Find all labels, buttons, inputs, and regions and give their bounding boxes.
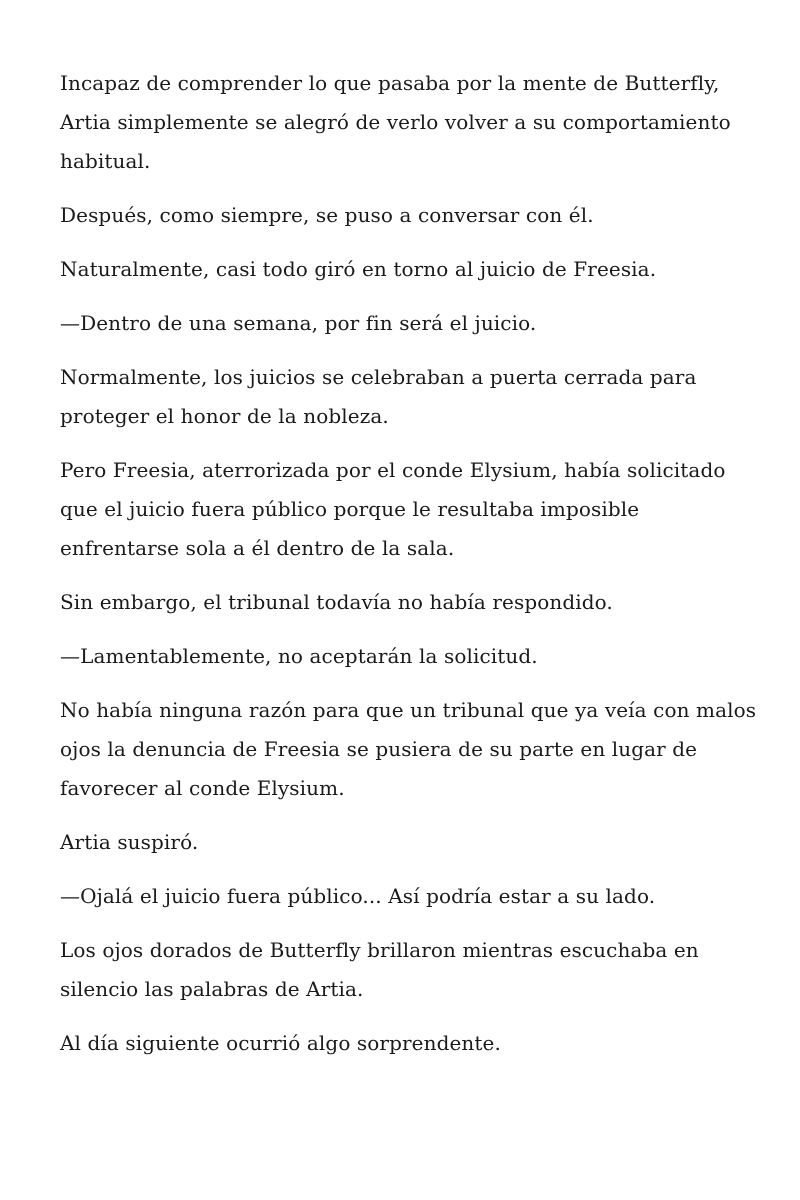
paragraph: Sin embargo, el tribunal todavía no había respondido. [60, 590, 613, 614]
paragraph: Naturalmente, casi todo giró en torno al juicio de Freesia. [60, 257, 657, 281]
paragraph: Pero Freesia, aterrorizada por el conde Elysium, había solicitado que el juicio fuera público porque le resultaba imposible enfrentarse sola a él dentro de la sala. [60, 458, 726, 560]
paragraph: Después, como siempre, se puso a conversar con él. [60, 203, 594, 227]
paragraph: Incapaz de comprender lo que pasaba por la mente de Butterfly, Artia simplemente se alegró de verlo volver a su comportamiento habitual. [60, 71, 731, 173]
paragraph: Normalmente, los juicios se celebraban a puerta cerrada para proteger el honor de la nobleza. [60, 365, 697, 428]
paragraph: No había ninguna razón para que un tribunal que ya veía con malos ojos la denuncia de Freesia se pusiera de su parte en lugar de favorecer al conde Elysium. [60, 698, 757, 800]
dialogue-line: —Ojalá el juicio fuera público... Así podría estar a su lado. [60, 884, 656, 908]
paragraph: Al día siguiente ocurrió algo sorprendente. [60, 1031, 501, 1055]
paragraph: Los ojos dorados de Butterfly brillaron mientras escuchaba en silencio las palabras de Artia. [60, 938, 699, 1001]
dialogue-line: —Lamentablemente, no aceptarán la solicitud. [60, 644, 538, 668]
dialogue-line: —Dentro de una semana, por fin será el juicio. [60, 311, 537, 335]
paragraph: Artia suspiró. [60, 830, 199, 854]
